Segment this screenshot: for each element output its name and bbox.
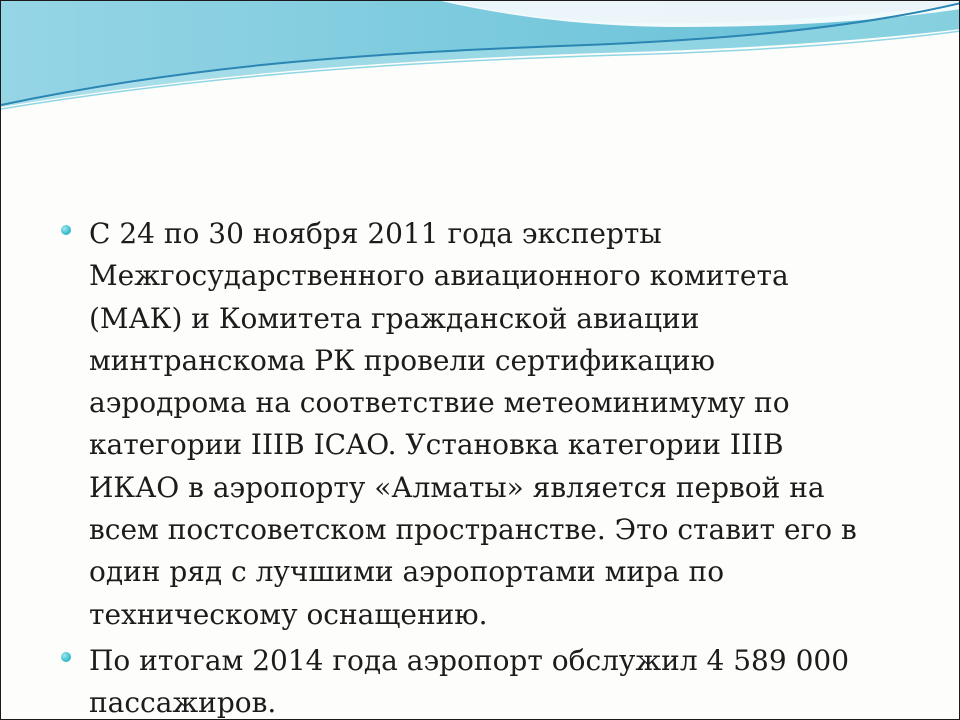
bullet-item-passengers [59, 640, 919, 720]
bullet-line: аэродрома на соответствие метеоминимуму по [89, 386, 790, 420]
bullet-line: минтранскома РК провели сертификацию [89, 343, 715, 377]
bullet-line: С 24 по 30 ноября 2011 года эксперты [89, 217, 662, 250]
bullet-line: категории IIIB ICAO. Установка категории IIIB [89, 428, 784, 462]
bullet-line: пассажиров. [89, 686, 277, 720]
bullet-dot-icon [61, 652, 71, 662]
bullet-line: ИКАО в аэропорту «Алматы» является первой на [89, 470, 825, 504]
bullet-dot-icon [61, 225, 71, 235]
bullet-line: всем постсоветском пространстве. Это ставит его в [89, 513, 857, 547]
bullet-line: техническому оснащению. [89, 597, 488, 631]
wave-header-decoration [1, 1, 960, 121]
bullet-line: (МАК) и Комитета гражданской авиации [89, 301, 700, 335]
bullet-line: Межгосударственного авиационного комитета [89, 259, 789, 293]
bullet-list [59, 213, 919, 720]
bullet-line: По итогам 2014 года аэропорт обслужил 4 589 000 [89, 643, 850, 677]
bullet-item-certification [59, 213, 919, 636]
bullet-line: один ряд с лучшими аэропортами мира по [89, 555, 725, 589]
